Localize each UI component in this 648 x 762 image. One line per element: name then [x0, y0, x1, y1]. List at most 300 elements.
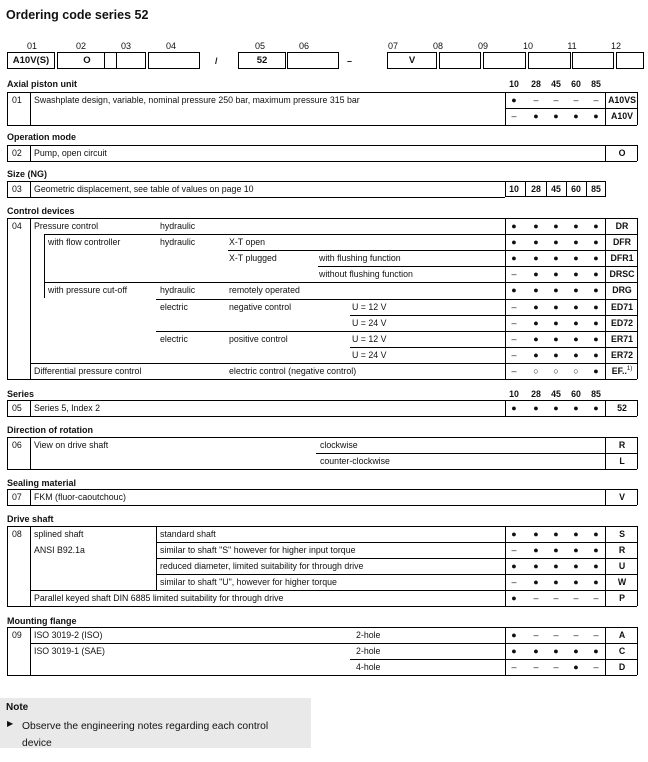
- availability-symbol: ●: [573, 269, 579, 280]
- row-rule: [156, 574, 637, 575]
- size-value: 85: [591, 184, 601, 194]
- ordering-code-header: [7, 52, 637, 70]
- control-label: Pressure control: [34, 221, 99, 231]
- control-type: electric: [160, 301, 188, 312]
- size-value: 60: [571, 184, 581, 194]
- shaft-standard: ANSI B92.1a: [34, 545, 85, 555]
- column-rule: [637, 489, 638, 505]
- column-rule: [605, 437, 606, 469]
- row-rule: [505, 108, 637, 109]
- page-title: Ordering code series 52: [6, 8, 149, 22]
- size-column-header: 10: [509, 79, 519, 89]
- availability-symbol: –: [553, 630, 559, 640]
- order-code: D: [618, 662, 626, 672]
- order-code: ER72: [610, 349, 633, 360]
- size-column-header: 28: [531, 389, 541, 399]
- column-rule: [44, 234, 45, 298]
- availability-symbol: –: [553, 95, 559, 105]
- availability-symbol: ●: [533, 646, 539, 656]
- control-detail: X-T plugged: [229, 253, 277, 264]
- code-cell: [287, 52, 339, 69]
- position-number: 01: [12, 95, 22, 105]
- column-rule: [637, 627, 638, 675]
- column-rule: [546, 181, 547, 197]
- shaft-description: standard shaft: [160, 529, 216, 539]
- availability-symbol: ●: [593, 403, 599, 413]
- availability-symbol: ●: [593, 646, 599, 656]
- availability-symbol: ●: [593, 317, 599, 328]
- availability-symbol: ●: [511, 630, 517, 640]
- code-cell: V: [387, 52, 437, 69]
- availability-symbol: ●: [573, 237, 579, 248]
- availability-symbol: ●: [553, 349, 559, 360]
- availability-symbol: ●: [553, 577, 559, 587]
- availability-symbol: ●: [533, 545, 539, 555]
- code-cell: [483, 52, 526, 69]
- control-option: with flushing function: [319, 253, 401, 264]
- availability-symbol: ●: [533, 403, 539, 413]
- availability-symbol: ●: [553, 646, 559, 656]
- size-column-header: 85: [591, 389, 601, 399]
- shaft-description: reduced diameter, limited suitability for through drive: [160, 561, 364, 571]
- position-number-label: 01: [26, 41, 37, 51]
- availability-symbol: ●: [573, 285, 579, 296]
- availability-symbol: –: [511, 269, 517, 280]
- column-rule: [30, 627, 31, 675]
- availability-symbol: ●: [553, 529, 559, 539]
- row-rule: [7, 181, 505, 182]
- availability-symbol: ●: [511, 95, 517, 105]
- row-rule: [7, 526, 637, 527]
- row-rule: [30, 643, 637, 644]
- column-rule: [30, 145, 31, 161]
- availability-symbol: ●: [573, 545, 579, 555]
- code-cell: A10V(S): [7, 52, 55, 69]
- position-number: 07: [12, 492, 22, 502]
- flange-holes: 2-hole: [356, 646, 381, 656]
- note-box: [0, 698, 311, 748]
- order-code: P: [619, 593, 625, 603]
- section-title: Mounting flange: [7, 616, 77, 626]
- availability-symbol: –: [593, 630, 599, 640]
- size-column-header: 28: [531, 79, 541, 89]
- code-separator: /: [215, 56, 218, 66]
- availability-symbol: –: [573, 593, 579, 603]
- availability-symbol: –: [533, 95, 539, 105]
- availability-symbol: –: [593, 593, 599, 603]
- row-rule: [30, 590, 637, 591]
- row-rule: [7, 161, 637, 162]
- control-type: electric: [160, 333, 188, 344]
- flange-holes: 4-hole: [356, 662, 381, 672]
- position-number-label: 12: [610, 41, 621, 51]
- row-description: Swashplate design, variable, nominal pressure 250 bar, maximum pressure 315 bar: [34, 95, 360, 105]
- order-code: DRG: [612, 285, 632, 296]
- row-rule: [7, 145, 637, 146]
- row-rule: [156, 542, 637, 543]
- size-column-header: 10: [509, 389, 519, 399]
- position-number-label: 03: [120, 41, 131, 51]
- code-cell: [572, 52, 614, 69]
- availability-symbol: ●: [553, 111, 559, 121]
- position-number: 09: [12, 630, 22, 640]
- availability-symbol: –: [511, 317, 517, 328]
- row-rule: [350, 347, 637, 348]
- column-rule: [7, 489, 8, 505]
- rotation-option: counter-clockwise: [320, 456, 390, 466]
- availability-symbol: ●: [573, 529, 579, 539]
- availability-symbol: –: [511, 577, 517, 587]
- availability-symbol: ●: [573, 301, 579, 312]
- shaft-description: similar to shaft "S" however for higher input torque: [160, 545, 356, 555]
- section-title: Direction of rotation: [7, 425, 93, 435]
- column-rule: [7, 400, 8, 416]
- size-value: 10: [509, 184, 519, 194]
- availability-symbol: –: [533, 593, 539, 603]
- position-number-label: 07: [387, 41, 398, 51]
- availability-symbol: ●: [573, 662, 579, 672]
- availability-symbol: ●: [553, 221, 559, 231]
- size-column-header: 45: [551, 79, 561, 89]
- availability-symbol: ●: [593, 111, 599, 121]
- control-option: U = 12 V: [352, 333, 387, 344]
- column-rule: [7, 627, 8, 675]
- column-rule: [7, 145, 8, 161]
- position-number: 08: [12, 529, 22, 539]
- availability-symbol: –: [553, 593, 559, 603]
- availability-symbol: ●: [593, 545, 599, 555]
- availability-symbol: ●: [593, 269, 599, 280]
- availability-symbol: ●: [553, 237, 559, 248]
- order-code: U: [618, 561, 626, 571]
- order-code: ED71: [610, 301, 633, 312]
- order-code: DR: [615, 221, 629, 231]
- order-code: R: [618, 545, 626, 555]
- availability-symbol: –: [553, 662, 559, 672]
- row-rule: [156, 558, 637, 559]
- row-rule: [7, 416, 637, 417]
- availability-symbol: ●: [553, 285, 559, 296]
- position-number: 04: [12, 221, 22, 231]
- availability-symbol: ●: [593, 333, 599, 344]
- column-rule: [605, 526, 606, 606]
- availability-symbol: ●: [511, 253, 517, 264]
- control-option: without flushing function: [319, 269, 413, 280]
- order-code: V: [619, 492, 625, 502]
- row-description: Geometric displacement, see table of values on page 10: [34, 184, 254, 194]
- availability-symbol: ●: [573, 111, 579, 121]
- column-rule: [30, 92, 31, 125]
- control-option: U = 24 V: [352, 349, 387, 360]
- control-detail: positive control: [229, 333, 288, 344]
- availability-symbol: ●: [511, 646, 517, 656]
- control-detail: remotely operated: [229, 285, 300, 296]
- column-rule: [605, 92, 606, 125]
- order-code: A: [618, 630, 626, 640]
- availability-symbol: ●: [573, 561, 579, 571]
- column-rule: [7, 181, 8, 197]
- availability-symbol: ●: [593, 301, 599, 312]
- availability-symbol: ●: [553, 253, 559, 264]
- availability-symbol: ●: [573, 403, 579, 413]
- availability-symbol: ●: [533, 333, 539, 344]
- availability-symbol: –: [573, 95, 579, 105]
- row-rule: [7, 197, 505, 198]
- availability-symbol: ●: [593, 285, 599, 296]
- column-rule: [637, 218, 638, 379]
- availability-symbol: –: [511, 111, 517, 121]
- availability-symbol: ●: [511, 285, 517, 296]
- control-detail: X-T open: [229, 237, 266, 248]
- row-rule: [7, 92, 637, 93]
- section-title: Series: [7, 389, 35, 399]
- order-code: EF..$^{1)}$: [611, 365, 633, 376]
- column-rule: [637, 526, 638, 606]
- row-description: Pump, open circuit: [34, 148, 107, 158]
- column-rule: [30, 218, 31, 379]
- availability-symbol: ●: [533, 269, 539, 280]
- row-rule: [7, 125, 637, 126]
- column-rule: [156, 526, 157, 590]
- row-rule: [156, 299, 637, 300]
- control-label: with flow controller: [48, 237, 121, 248]
- availability-symbol: ●: [553, 545, 559, 555]
- control-type: hydraulic: [160, 285, 196, 296]
- code-separator: –: [347, 56, 353, 66]
- size-column-header: 85: [591, 79, 601, 89]
- row-rule: [30, 363, 637, 364]
- availability-symbol: ●: [573, 577, 579, 587]
- availability-symbol: ●: [593, 349, 599, 360]
- column-rule: [30, 437, 31, 469]
- availability-symbol: ○: [533, 365, 539, 376]
- size-value: 45: [551, 184, 561, 194]
- shaft-type: splined shaft: [34, 529, 84, 539]
- size-column-header: 60: [571, 389, 581, 399]
- row-rule: [7, 437, 637, 438]
- order-code: O: [618, 148, 626, 158]
- availability-symbol: ○: [553, 365, 559, 376]
- column-rule: [605, 400, 606, 416]
- section-title: Size (NG): [7, 169, 48, 179]
- row-rule: [7, 627, 637, 628]
- control-type: hydraulic: [160, 221, 196, 231]
- availability-symbol: ●: [593, 577, 599, 587]
- footnote-marker: 1): [626, 365, 633, 372]
- row-rule: [7, 505, 637, 506]
- size-column-header: 60: [571, 79, 581, 89]
- note-text: Observe the engineering notes regarding each control device: [22, 721, 269, 749]
- position-number: 02: [12, 148, 22, 158]
- availability-symbol: ●: [511, 593, 517, 603]
- column-rule: [605, 489, 606, 505]
- availability-symbol: ●: [533, 301, 539, 312]
- column-rule: [30, 181, 31, 197]
- code-cell: [104, 52, 146, 69]
- row-rule: [7, 379, 637, 380]
- availability-symbol: –: [511, 662, 517, 672]
- row-rule: [316, 453, 637, 454]
- code-cell: [528, 52, 571, 69]
- availability-symbol: ●: [553, 301, 559, 312]
- order-code: ER71: [610, 333, 633, 344]
- code-cell: [148, 52, 200, 69]
- row-rule: [7, 469, 637, 470]
- availability-symbol: ●: [511, 561, 517, 571]
- section-title: Operation mode: [7, 132, 77, 142]
- column-rule: [30, 526, 31, 606]
- availability-symbol: ●: [533, 111, 539, 121]
- position-number-label: 08: [432, 41, 443, 51]
- availability-symbol: ●: [533, 221, 539, 231]
- note-heading: Note: [6, 702, 29, 713]
- availability-symbol: ●: [593, 237, 599, 248]
- availability-symbol: ●: [533, 561, 539, 571]
- position-number-label: 06: [298, 41, 309, 51]
- column-rule: [7, 526, 8, 606]
- column-rule: [30, 489, 31, 505]
- code-cell: 52: [238, 52, 286, 69]
- column-rule: [605, 627, 606, 675]
- column-rule: [566, 181, 567, 197]
- column-rule: [30, 400, 31, 416]
- row-rule: [7, 400, 637, 401]
- section-title: Sealing material: [7, 478, 77, 488]
- availability-symbol: ●: [573, 221, 579, 231]
- availability-symbol: ●: [593, 253, 599, 264]
- availability-symbol: ●: [533, 577, 539, 587]
- column-rule: [637, 400, 638, 416]
- position-number: 03: [12, 184, 22, 194]
- availability-symbol: ●: [533, 349, 539, 360]
- flange-holes: 2-hole: [356, 630, 381, 640]
- control-option: U = 24 V: [352, 317, 387, 328]
- availability-symbol: –: [593, 95, 599, 105]
- column-rule: [7, 92, 8, 125]
- availability-symbol: ●: [553, 269, 559, 280]
- code-cell: [439, 52, 481, 69]
- row-rule: [228, 250, 637, 251]
- availability-symbol: ●: [533, 317, 539, 328]
- row-rule: [7, 218, 637, 219]
- column-rule: [637, 437, 638, 469]
- availability-symbol: ○: [573, 365, 579, 376]
- availability-symbol: –: [511, 333, 517, 344]
- availability-symbol: ●: [593, 561, 599, 571]
- order-code: S: [619, 529, 625, 539]
- position-number-label: 04: [165, 41, 176, 51]
- row-rule: [318, 266, 637, 267]
- availability-symbol: ●: [573, 317, 579, 328]
- availability-symbol: –: [511, 365, 517, 376]
- order-code: DFR: [612, 237, 632, 248]
- availability-symbol: ●: [511, 237, 517, 248]
- order-code: ED72: [610, 317, 633, 328]
- availability-symbol: –: [573, 630, 579, 640]
- order-code: DFR1: [610, 253, 634, 264]
- order-code: L: [619, 456, 625, 466]
- code-cell: [616, 52, 644, 69]
- availability-symbol: ●: [533, 237, 539, 248]
- availability-symbol: ●: [553, 317, 559, 328]
- availability-symbol: ●: [533, 285, 539, 296]
- size-value: 28: [531, 184, 541, 194]
- availability-symbol: –: [593, 662, 599, 672]
- order-code: 52: [617, 403, 627, 413]
- row-description: View on drive shaft: [34, 440, 109, 450]
- code-cell: O: [57, 52, 117, 69]
- availability-symbol: ●: [553, 333, 559, 344]
- row-rule: [156, 331, 637, 332]
- order-code: A10VS: [608, 95, 636, 105]
- order-code: W: [617, 577, 627, 587]
- position-number-label: 09: [477, 41, 488, 51]
- order-code: A10V: [610, 111, 633, 121]
- column-rule: [7, 437, 8, 469]
- row-rule: [7, 606, 637, 607]
- section-title: Drive shaft: [7, 514, 54, 524]
- row-rule: [44, 234, 637, 235]
- order-code: DRSC: [609, 269, 635, 280]
- row-rule: [350, 659, 637, 660]
- order-code: R: [618, 440, 626, 450]
- control-type: hydraulic: [160, 237, 196, 248]
- control-label: Differential pressure control: [34, 365, 142, 376]
- control-detail: electric control (negative control): [229, 365, 357, 376]
- availability-symbol: ●: [593, 365, 599, 376]
- position-number-label: 02: [75, 41, 86, 51]
- column-rule: [605, 145, 606, 161]
- availability-symbol: ●: [593, 221, 599, 231]
- availability-symbol: ●: [511, 529, 517, 539]
- position-number-label: 10: [522, 41, 533, 51]
- availability-symbol: ●: [593, 529, 599, 539]
- availability-symbol: –: [533, 662, 539, 672]
- availability-symbol: –: [511, 301, 517, 312]
- column-rule: [637, 92, 638, 125]
- availability-symbol: –: [533, 630, 539, 640]
- availability-symbol: ●: [511, 221, 517, 231]
- control-detail: negative control: [229, 301, 292, 312]
- availability-symbol: ●: [573, 333, 579, 344]
- order-code: C: [618, 646, 626, 656]
- control-option: U = 12 V: [352, 301, 387, 312]
- flange-description: ISO 3019-2 (ISO): [34, 630, 103, 640]
- section-title: Control devices: [7, 206, 75, 216]
- availability-symbol: ●: [533, 529, 539, 539]
- row-rule: [44, 282, 637, 283]
- column-rule: [637, 145, 638, 161]
- availability-symbol: ●: [573, 646, 579, 656]
- position-number-label: 05: [254, 41, 265, 51]
- row-rule: [7, 489, 637, 490]
- row-rule: [7, 675, 637, 676]
- column-rule: [7, 218, 8, 379]
- row-description: FKM (fluor-caoutchouc): [34, 492, 126, 502]
- availability-symbol: ●: [573, 253, 579, 264]
- control-label: with pressure cut-off: [48, 285, 128, 296]
- flange-description: ISO 3019-1 (SAE): [34, 646, 105, 656]
- rotation-option: clockwise: [320, 440, 358, 450]
- shaft-description: similar to shaft "U", however for higher torque: [160, 577, 337, 587]
- bullet-arrow-icon: ▶: [7, 719, 14, 728]
- column-rule: [525, 181, 526, 197]
- availability-symbol: ●: [553, 403, 559, 413]
- row-rule: [350, 315, 637, 316]
- availability-symbol: ●: [553, 561, 559, 571]
- availability-symbol: –: [511, 545, 517, 555]
- position-number: 06: [12, 440, 22, 450]
